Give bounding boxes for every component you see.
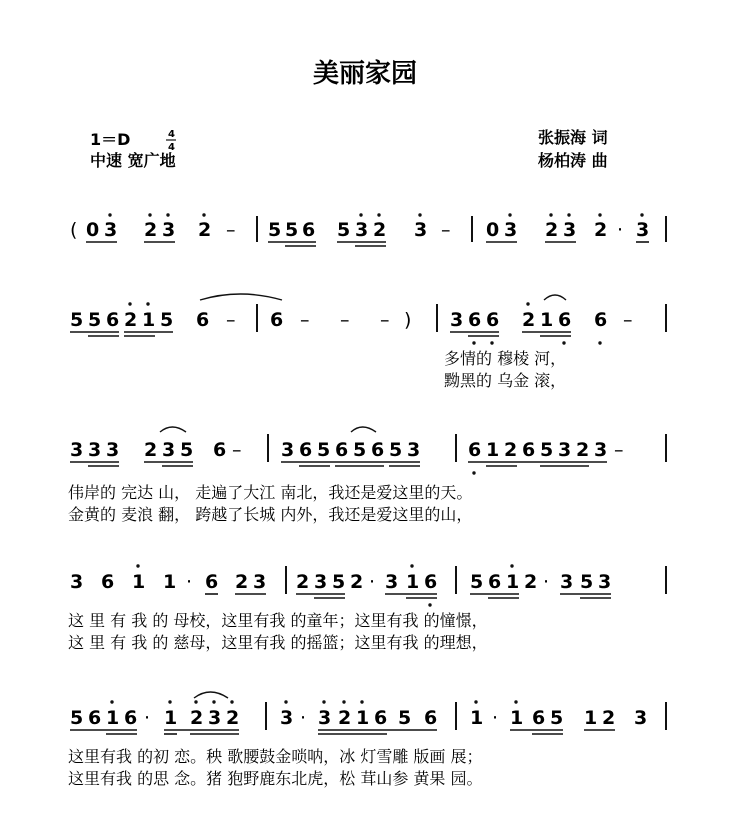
octave-dot bbox=[472, 471, 475, 474]
note: 3 bbox=[563, 219, 577, 241]
slur bbox=[194, 692, 228, 698]
score-system-4 bbox=[68, 564, 666, 652]
note: 0 bbox=[86, 219, 100, 241]
note: 5 bbox=[285, 219, 299, 241]
note: 6 bbox=[124, 707, 138, 729]
tie bbox=[200, 294, 282, 300]
note: 2 bbox=[594, 219, 608, 241]
note: 1 bbox=[584, 707, 598, 729]
note: 6 bbox=[302, 219, 316, 241]
note: 3 bbox=[162, 439, 176, 461]
note: 3 bbox=[407, 439, 421, 461]
note: 3 bbox=[106, 439, 120, 461]
composer-credit: 杨柏涛 曲 bbox=[538, 151, 608, 170]
note: 3 bbox=[88, 439, 102, 461]
octave-dot bbox=[514, 700, 517, 703]
octave-dot bbox=[640, 213, 643, 216]
lyric-line: 伟岸的 完达 山， 走遍了大江 南北，我还是爱这里的天。 bbox=[68, 483, 473, 502]
key-signature: 1＝D bbox=[90, 130, 131, 149]
octave-dot bbox=[202, 213, 205, 216]
note: 3 bbox=[560, 571, 574, 593]
note: 3 bbox=[504, 219, 518, 241]
score-system-5 bbox=[68, 692, 666, 788]
note: 6 bbox=[88, 707, 102, 729]
note: 3 bbox=[594, 439, 608, 461]
slur bbox=[351, 427, 376, 432]
octave-dot bbox=[146, 302, 149, 305]
note: 2 bbox=[190, 707, 204, 729]
octave-dot bbox=[136, 564, 139, 567]
note: 3 bbox=[70, 571, 84, 593]
note: 3 bbox=[355, 219, 369, 241]
octave-dot bbox=[322, 700, 325, 703]
note: 2 bbox=[144, 219, 158, 241]
octave-dot bbox=[212, 700, 215, 703]
note: · bbox=[144, 707, 151, 729]
note: 3 bbox=[636, 219, 650, 241]
note: 5 bbox=[580, 571, 594, 593]
note: 6 bbox=[594, 309, 608, 331]
note: 5 bbox=[317, 439, 331, 461]
note: 6 bbox=[532, 707, 546, 729]
note: 6 bbox=[335, 439, 349, 461]
note: · bbox=[300, 707, 307, 729]
octave-dot bbox=[128, 302, 131, 305]
octave-dot bbox=[490, 341, 493, 344]
octave-dot bbox=[549, 213, 552, 216]
note: 6 bbox=[424, 571, 438, 593]
note: 3 bbox=[70, 439, 84, 461]
octave-dot bbox=[474, 700, 477, 703]
note: – bbox=[340, 309, 350, 331]
lyric-line: 多情的 穆棱 河， bbox=[444, 349, 567, 368]
note: 5 bbox=[389, 439, 403, 461]
note: 6 bbox=[522, 439, 536, 461]
note: 6 bbox=[101, 571, 115, 593]
note: 1 bbox=[406, 571, 420, 593]
note: 3 bbox=[281, 439, 295, 461]
note: 1 bbox=[106, 707, 120, 729]
octave-dot bbox=[360, 700, 363, 703]
note: 5 bbox=[398, 707, 412, 729]
note: 6 bbox=[270, 309, 284, 331]
octave-dot bbox=[510, 564, 513, 567]
score-system-1 bbox=[70, 213, 666, 246]
note: 1 bbox=[132, 571, 146, 593]
octave-dot bbox=[567, 213, 570, 216]
note: 5 bbox=[337, 219, 351, 241]
note: 2 bbox=[144, 439, 158, 461]
note: 3 bbox=[208, 707, 222, 729]
note: 5 bbox=[540, 439, 554, 461]
note: 1 bbox=[510, 707, 524, 729]
note: 5 bbox=[160, 309, 174, 331]
octave-dot bbox=[148, 213, 151, 216]
time-signature-denominator: 4 bbox=[168, 142, 175, 153]
note: 2 bbox=[235, 571, 249, 593]
note: · bbox=[492, 707, 499, 729]
note: 6 bbox=[486, 309, 500, 331]
lyricist-credit: 张振海 词 bbox=[538, 128, 608, 147]
note: 1 bbox=[470, 707, 484, 729]
note: 3 bbox=[314, 571, 328, 593]
octave-dot bbox=[342, 700, 345, 703]
octave-dot bbox=[166, 213, 169, 216]
note: 5 bbox=[70, 707, 84, 729]
note: – bbox=[232, 439, 242, 461]
note: – bbox=[623, 309, 633, 331]
note: 3 bbox=[318, 707, 332, 729]
note: – bbox=[380, 309, 390, 331]
octave-dot bbox=[562, 341, 565, 344]
note: 6 bbox=[106, 309, 120, 331]
note: 2 bbox=[545, 219, 559, 241]
note: 2 bbox=[338, 707, 352, 729]
note: · bbox=[617, 219, 624, 241]
lyric-line: 金黄的 麦浪 翻， 跨越了长城 内外，我还是爱这里的山， bbox=[68, 505, 473, 524]
note: 6 bbox=[205, 571, 219, 593]
note: 6 bbox=[299, 439, 313, 461]
note: 5 bbox=[268, 219, 282, 241]
octave-dot bbox=[377, 213, 380, 216]
lyric-line: 这 里 有 我 的 慈母，这里有我 的摇篮；这里有我 的理想， bbox=[68, 633, 488, 652]
note: 2 bbox=[504, 439, 518, 461]
note: 3 bbox=[558, 439, 572, 461]
note: 2 bbox=[602, 707, 616, 729]
octave-dot bbox=[359, 213, 362, 216]
note: 1 bbox=[163, 571, 177, 593]
octave-dot bbox=[168, 700, 171, 703]
note: 3 bbox=[414, 219, 428, 241]
note: – bbox=[300, 309, 310, 331]
note: 3 bbox=[450, 309, 464, 331]
octave-dot bbox=[194, 700, 197, 703]
note: 5 bbox=[70, 309, 84, 331]
note: 6 bbox=[424, 707, 438, 729]
note: 5 bbox=[550, 707, 564, 729]
note: 6 bbox=[213, 439, 227, 461]
note: 0 bbox=[486, 219, 500, 241]
note: 6 bbox=[468, 309, 482, 331]
note: 3 bbox=[385, 571, 399, 593]
note: 3 bbox=[162, 219, 176, 241]
note: 5 bbox=[88, 309, 102, 331]
lyric-line: 这 里 有 我 的 母校，这里有我 的童年；这里有我 的憧憬， bbox=[68, 611, 488, 630]
octave-dot bbox=[526, 302, 529, 305]
note: – bbox=[441, 219, 451, 241]
lyric-line: 这里有我 的思 念。猪 狍野鹿东北虎，松 茸山参 黄果 园。 bbox=[68, 769, 483, 788]
score-system-3 bbox=[68, 427, 666, 524]
note: 6 bbox=[468, 439, 482, 461]
octave-dot bbox=[418, 213, 421, 216]
note: 3 bbox=[598, 571, 612, 593]
slur bbox=[544, 295, 566, 300]
octave-dot bbox=[472, 341, 475, 344]
note: 6 bbox=[374, 707, 388, 729]
note: – bbox=[226, 219, 236, 241]
note: 5 bbox=[353, 439, 367, 461]
octave-dot bbox=[108, 213, 111, 216]
note: 3 bbox=[253, 571, 267, 593]
time-signature-numerator: 4 bbox=[168, 129, 175, 140]
note: 1 bbox=[540, 309, 554, 331]
note: 1 bbox=[142, 309, 156, 331]
note: 5 bbox=[180, 439, 194, 461]
note: 2 bbox=[522, 309, 536, 331]
note: 2 bbox=[226, 707, 240, 729]
note: 3 bbox=[280, 707, 294, 729]
note: 6 bbox=[371, 439, 385, 461]
note: 2 bbox=[524, 571, 538, 593]
note: 1 bbox=[356, 707, 370, 729]
note: 6 bbox=[558, 309, 572, 331]
note: 2 bbox=[198, 219, 212, 241]
note: – bbox=[614, 439, 624, 461]
octave-dot bbox=[598, 213, 601, 216]
note: 1 bbox=[486, 439, 500, 461]
slur bbox=[160, 427, 186, 432]
octave-dot bbox=[110, 700, 113, 703]
note: 1 bbox=[164, 707, 178, 729]
note: · bbox=[369, 571, 376, 593]
note: ( bbox=[70, 219, 78, 241]
note: 2 bbox=[296, 571, 310, 593]
note: 2 bbox=[350, 571, 364, 593]
note: 2 bbox=[576, 439, 590, 461]
octave-dot bbox=[410, 564, 413, 567]
note: 2 bbox=[124, 309, 138, 331]
note: 3 bbox=[104, 219, 118, 241]
score-system-2 bbox=[70, 294, 666, 390]
note: · bbox=[186, 571, 193, 593]
lyric-line: 这里有我 的初 恋。秧 歌腰鼓金唢呐，冰 灯雪雕 版画 展； bbox=[68, 747, 483, 766]
note: 3 bbox=[634, 707, 648, 729]
note: 6 bbox=[196, 309, 210, 331]
note: 5 bbox=[332, 571, 346, 593]
note: 6 bbox=[488, 571, 502, 593]
note: 2 bbox=[373, 219, 387, 241]
note: 1 bbox=[506, 571, 520, 593]
note: · bbox=[543, 571, 550, 593]
lyric-line: 黝黑的 乌金 滚， bbox=[444, 371, 567, 390]
octave-dot bbox=[230, 700, 233, 703]
note: ) bbox=[404, 309, 412, 331]
song-title: 美丽家园 bbox=[312, 59, 418, 89]
tempo-marking: 中速 宽广地 bbox=[90, 151, 176, 170]
note: 5 bbox=[470, 571, 484, 593]
octave-dot bbox=[508, 213, 511, 216]
note: – bbox=[226, 309, 236, 331]
octave-dot bbox=[428, 603, 431, 606]
octave-dot bbox=[598, 341, 601, 344]
octave-dot bbox=[284, 700, 287, 703]
